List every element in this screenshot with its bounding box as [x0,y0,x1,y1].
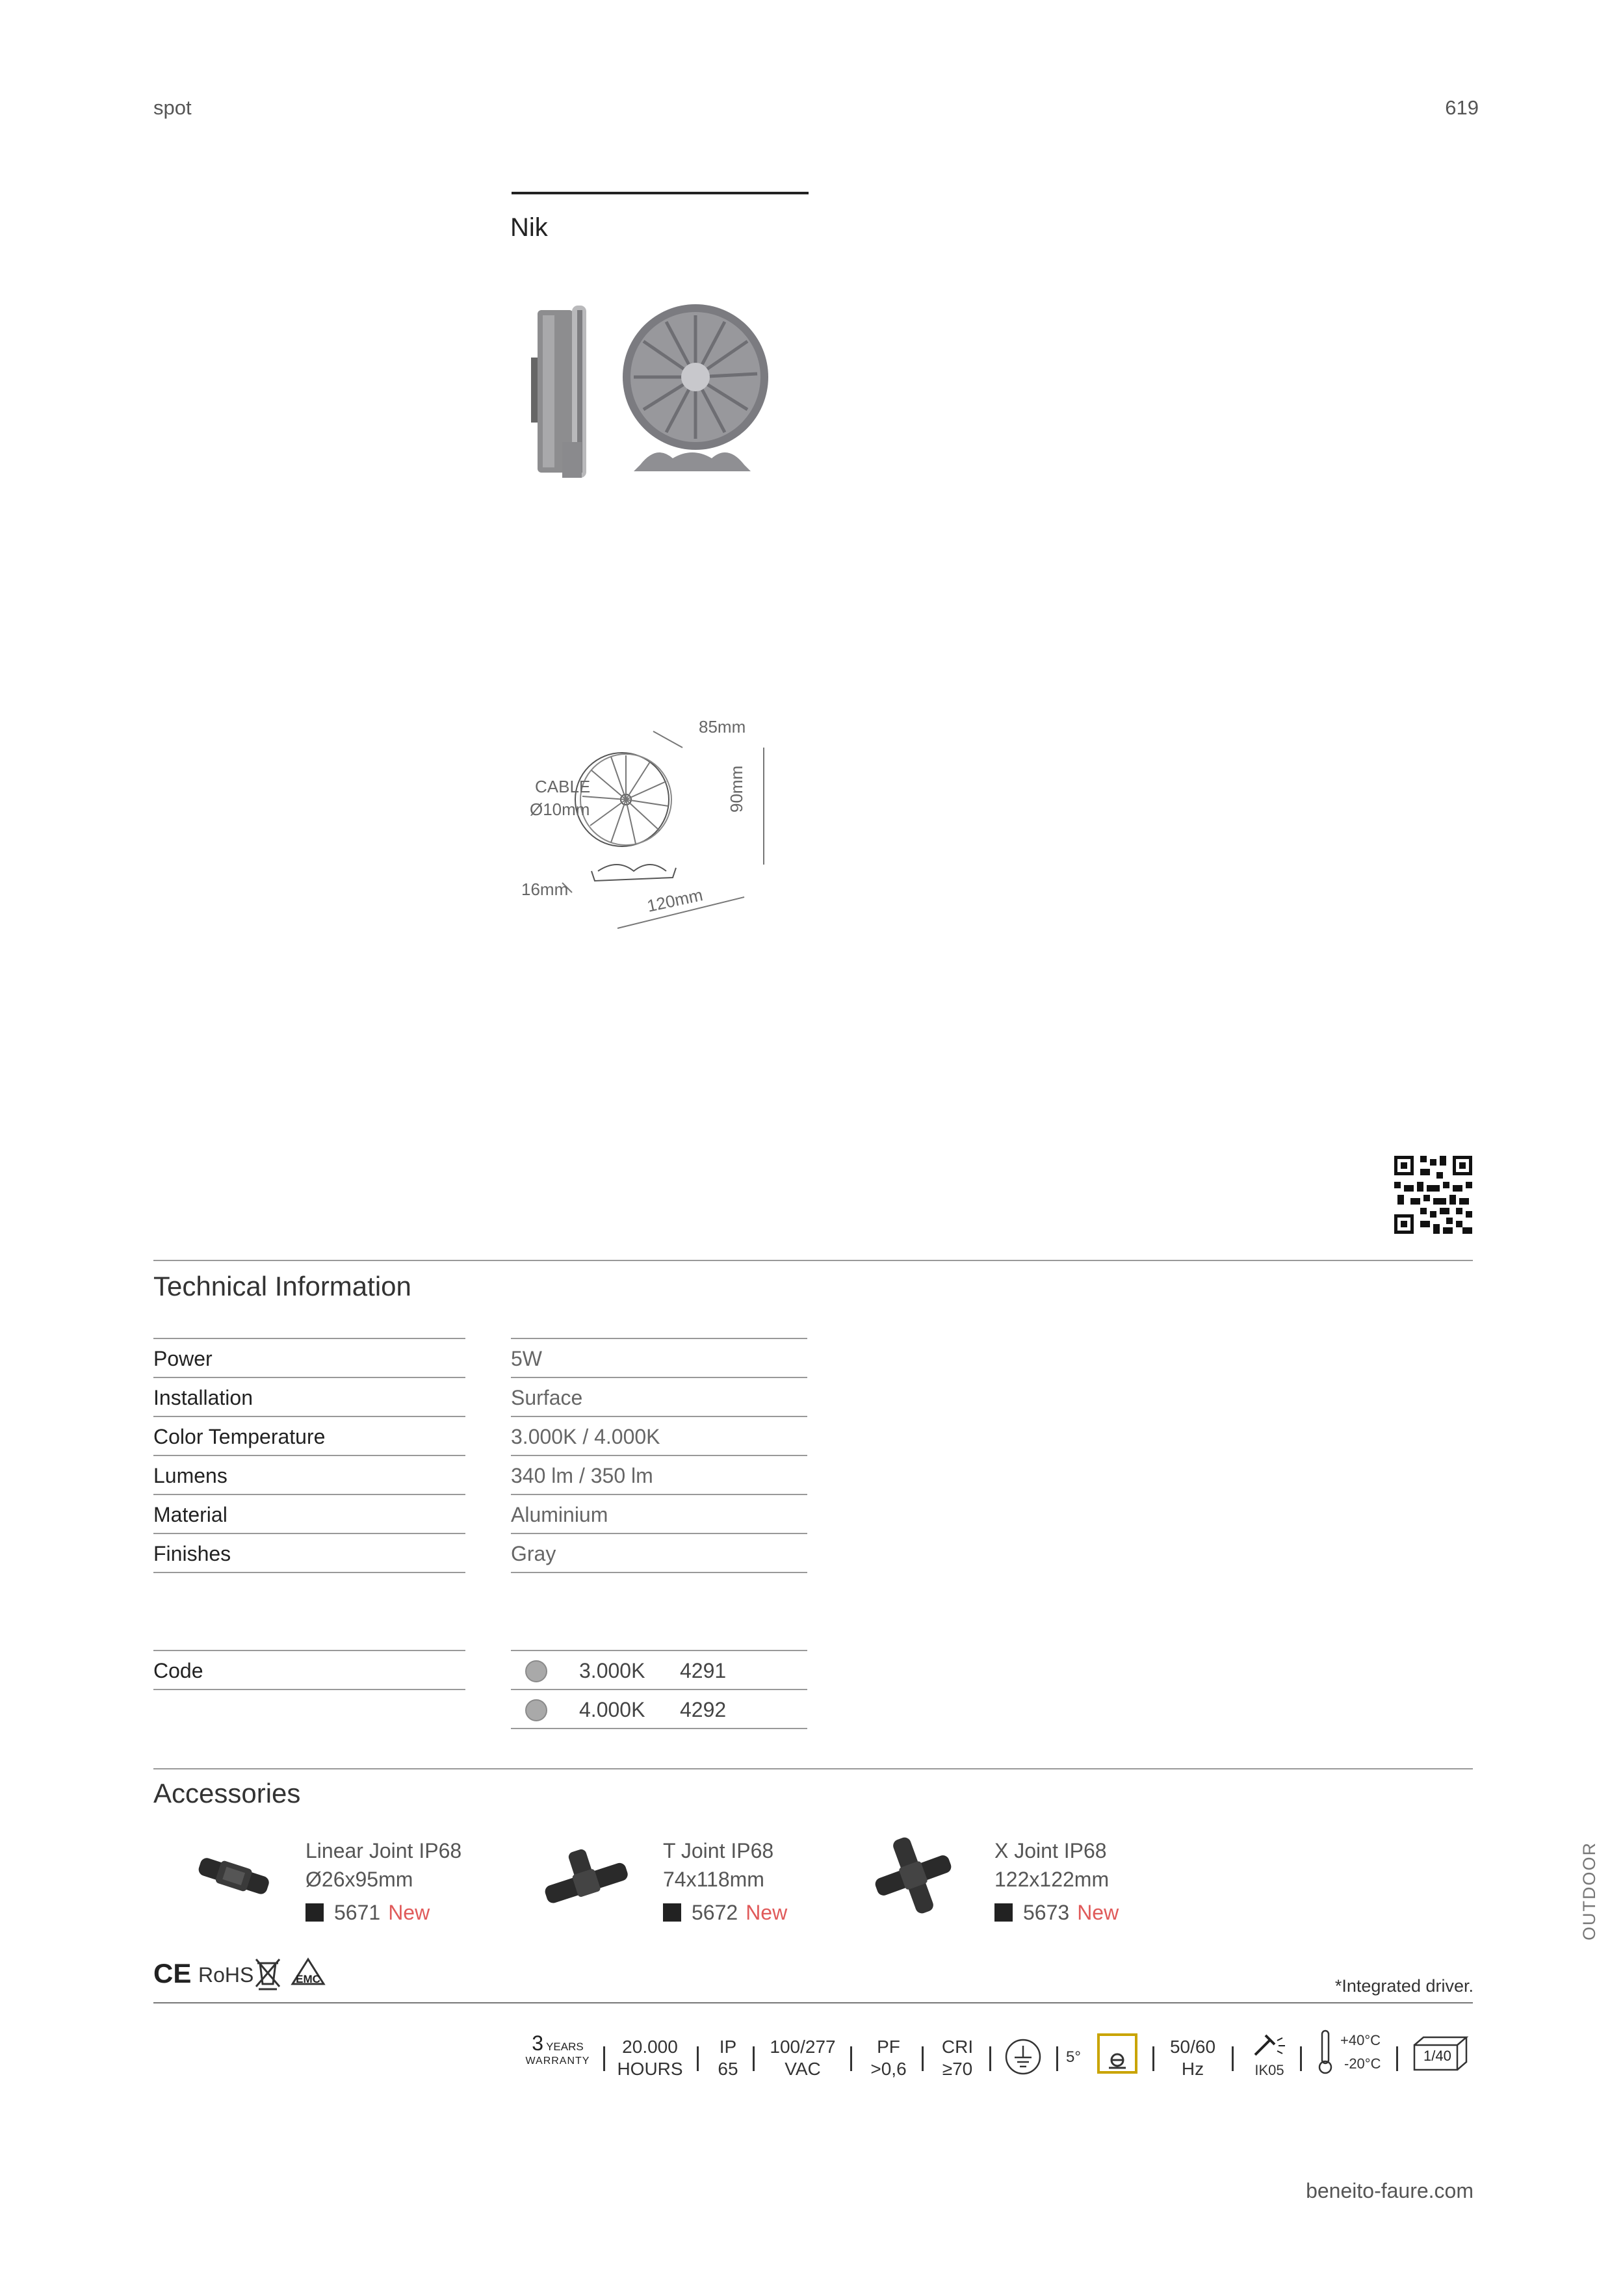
ip-rating [705,2036,751,2080]
new-badge: New [746,1901,788,1924]
cri [928,2036,987,2080]
spec-label-installation: Installation [153,1378,465,1417]
warranty-number: 3 [532,2031,544,2055]
code-label: Code [153,1651,465,1690]
spec-separator [603,2046,605,2071]
accessories-title: Accessories [153,1778,301,1808]
product-front-view [623,304,768,471]
accessory-size: 122x122mm [994,1868,1110,1891]
technical-title: Technical Information [153,1271,411,1301]
ip-value: 65 [718,2059,738,2079]
dim-height: 90mm [727,765,746,813]
title-rule [512,192,809,194]
code-row[interactable] [511,1690,807,1729]
cri-label: CRI [941,2037,974,2057]
section-label: spot [153,96,192,119]
spec-separator [1056,2046,1058,2071]
finish-swatch-gray [525,1699,547,1721]
dim-base: 16mm [521,880,569,899]
code-temp: 4.000K [579,1698,645,1721]
dim-cable-label: CABLE [535,777,591,796]
spec-separator [1232,2046,1234,2071]
section-divider [153,1260,1473,1261]
code-row[interactable] [511,1651,807,1690]
section-divider [153,1768,1473,1769]
color-square [994,1903,1013,1922]
code-temp: 3.000K [579,1659,645,1682]
ip-label: IP [719,2037,737,2057]
accessory-name: X Joint IP68 [994,1839,1107,1862]
ik-hammer-icon [1251,2031,1290,2057]
footer-divider [153,2002,1473,2003]
spec-label-lumens: Lumens [153,1456,465,1495]
spec-separator [1396,2046,1398,2071]
emc-label: EMC [296,1973,320,1985]
pf-label: PF [877,2037,900,2057]
frequency [1163,2036,1222,2080]
accessory-code-line [994,1898,1119,1927]
freq-unit: Hz [1181,2059,1204,2079]
dim-depth: 85mm [699,717,746,737]
product-name: Nik [510,213,548,242]
earth-ground-icon [1004,2038,1042,2076]
qr-code[interactable] [1394,1156,1472,1234]
accessory-code: 5673 [1023,1901,1070,1924]
dim-cable-diameter: Ø10mm [530,800,590,819]
ce-mark: CE [153,1958,192,1989]
spec-separator [1152,2046,1154,2071]
spec-value-power: 5W [511,1339,807,1378]
spec-value-lumens: 340 lm / 350 lm [511,1456,807,1495]
code-number: 4292 [680,1698,727,1721]
new-badge: New [388,1901,430,1924]
color-square [663,1903,681,1922]
spec-separator [850,2046,852,2071]
accessory-size: 74x118mm [663,1868,764,1891]
hours-number: 20.000 [622,2037,678,2057]
new-badge: New [1077,1901,1119,1924]
voltage [760,2036,845,2080]
accessory-code: 5672 [692,1901,738,1924]
hours-label: HOURS [617,2059,683,2079]
finish-swatch-gray [525,1660,547,1682]
accessory-name: T Joint IP68 [663,1839,774,1862]
spec-value-material: Aluminium [511,1495,807,1534]
spec-separator [697,2046,699,2071]
linear-joint-image [195,1853,273,1898]
spec-label-power: Power [153,1339,465,1378]
x-joint-image [871,1836,955,1914]
thermometer-icon [1316,2028,1334,2075]
spec-separator [922,2046,924,2071]
temp-min: -20°C [1344,2055,1381,2072]
beam-angle: 5° [1066,2048,1081,2066]
spec-label-finishes: Finishes [153,1534,465,1573]
spec-value-finishes: Gray [511,1534,807,1573]
lifetime-hours [614,2036,686,2080]
freq-value: 50/60 [1169,2037,1216,2057]
integrated-driver-note: *Integrated driver. [1334,1976,1474,1996]
temp-max: +40°C [1340,2032,1381,2048]
page-number: 619 [1445,96,1479,119]
weee-bin-icon [253,1957,282,1990]
accessory-code-line [663,1898,787,1927]
code-number: 4291 [680,1659,727,1682]
accessory-name: Linear Joint IP68 [305,1839,462,1862]
accessory-size: Ø26x95mm [305,1868,413,1891]
voltage-range: 100/277 [770,2037,836,2057]
color-square [305,1903,324,1922]
spec-value-color-temperature: 3.000K / 4.000K [511,1417,807,1456]
warranty-icon [525,2031,590,2067]
spec-separator [753,2046,755,2071]
t-joint-image [539,1843,630,1908]
beam-angle-icon [1097,2033,1137,2074]
accessory-code: 5671 [334,1901,381,1924]
warranty-label: WARRANTY [525,2055,590,2067]
spec-value-installation: Surface [511,1378,807,1417]
power-factor [859,2036,918,2080]
voltage-unit: VAC [785,2059,821,2079]
emc-icon [290,1957,326,1989]
dim-width: 120mm [645,885,705,916]
ik-rating: IK05 [1254,2062,1284,2078]
spec-separator [989,2046,991,2071]
rohs-mark: RoHS [198,1963,254,1987]
spec-label-color-temperature: Color Temperature [153,1417,465,1456]
website-link[interactable]: beneito-faure.com [1306,2179,1474,2202]
product-side-view [531,306,586,478]
accessory-code-line [305,1898,430,1927]
cri-value: ≥70 [942,2059,973,2079]
pf-value: >0,6 [870,2059,907,2079]
warranty-unit: YEARS [546,2041,584,2053]
package-units: 1/40 [1423,2048,1451,2064]
side-label: OUTDOOR [1579,1842,1599,1940]
product-photo [523,302,809,481]
spec-label-material: Material [153,1495,465,1534]
spec-separator [1300,2046,1302,2071]
